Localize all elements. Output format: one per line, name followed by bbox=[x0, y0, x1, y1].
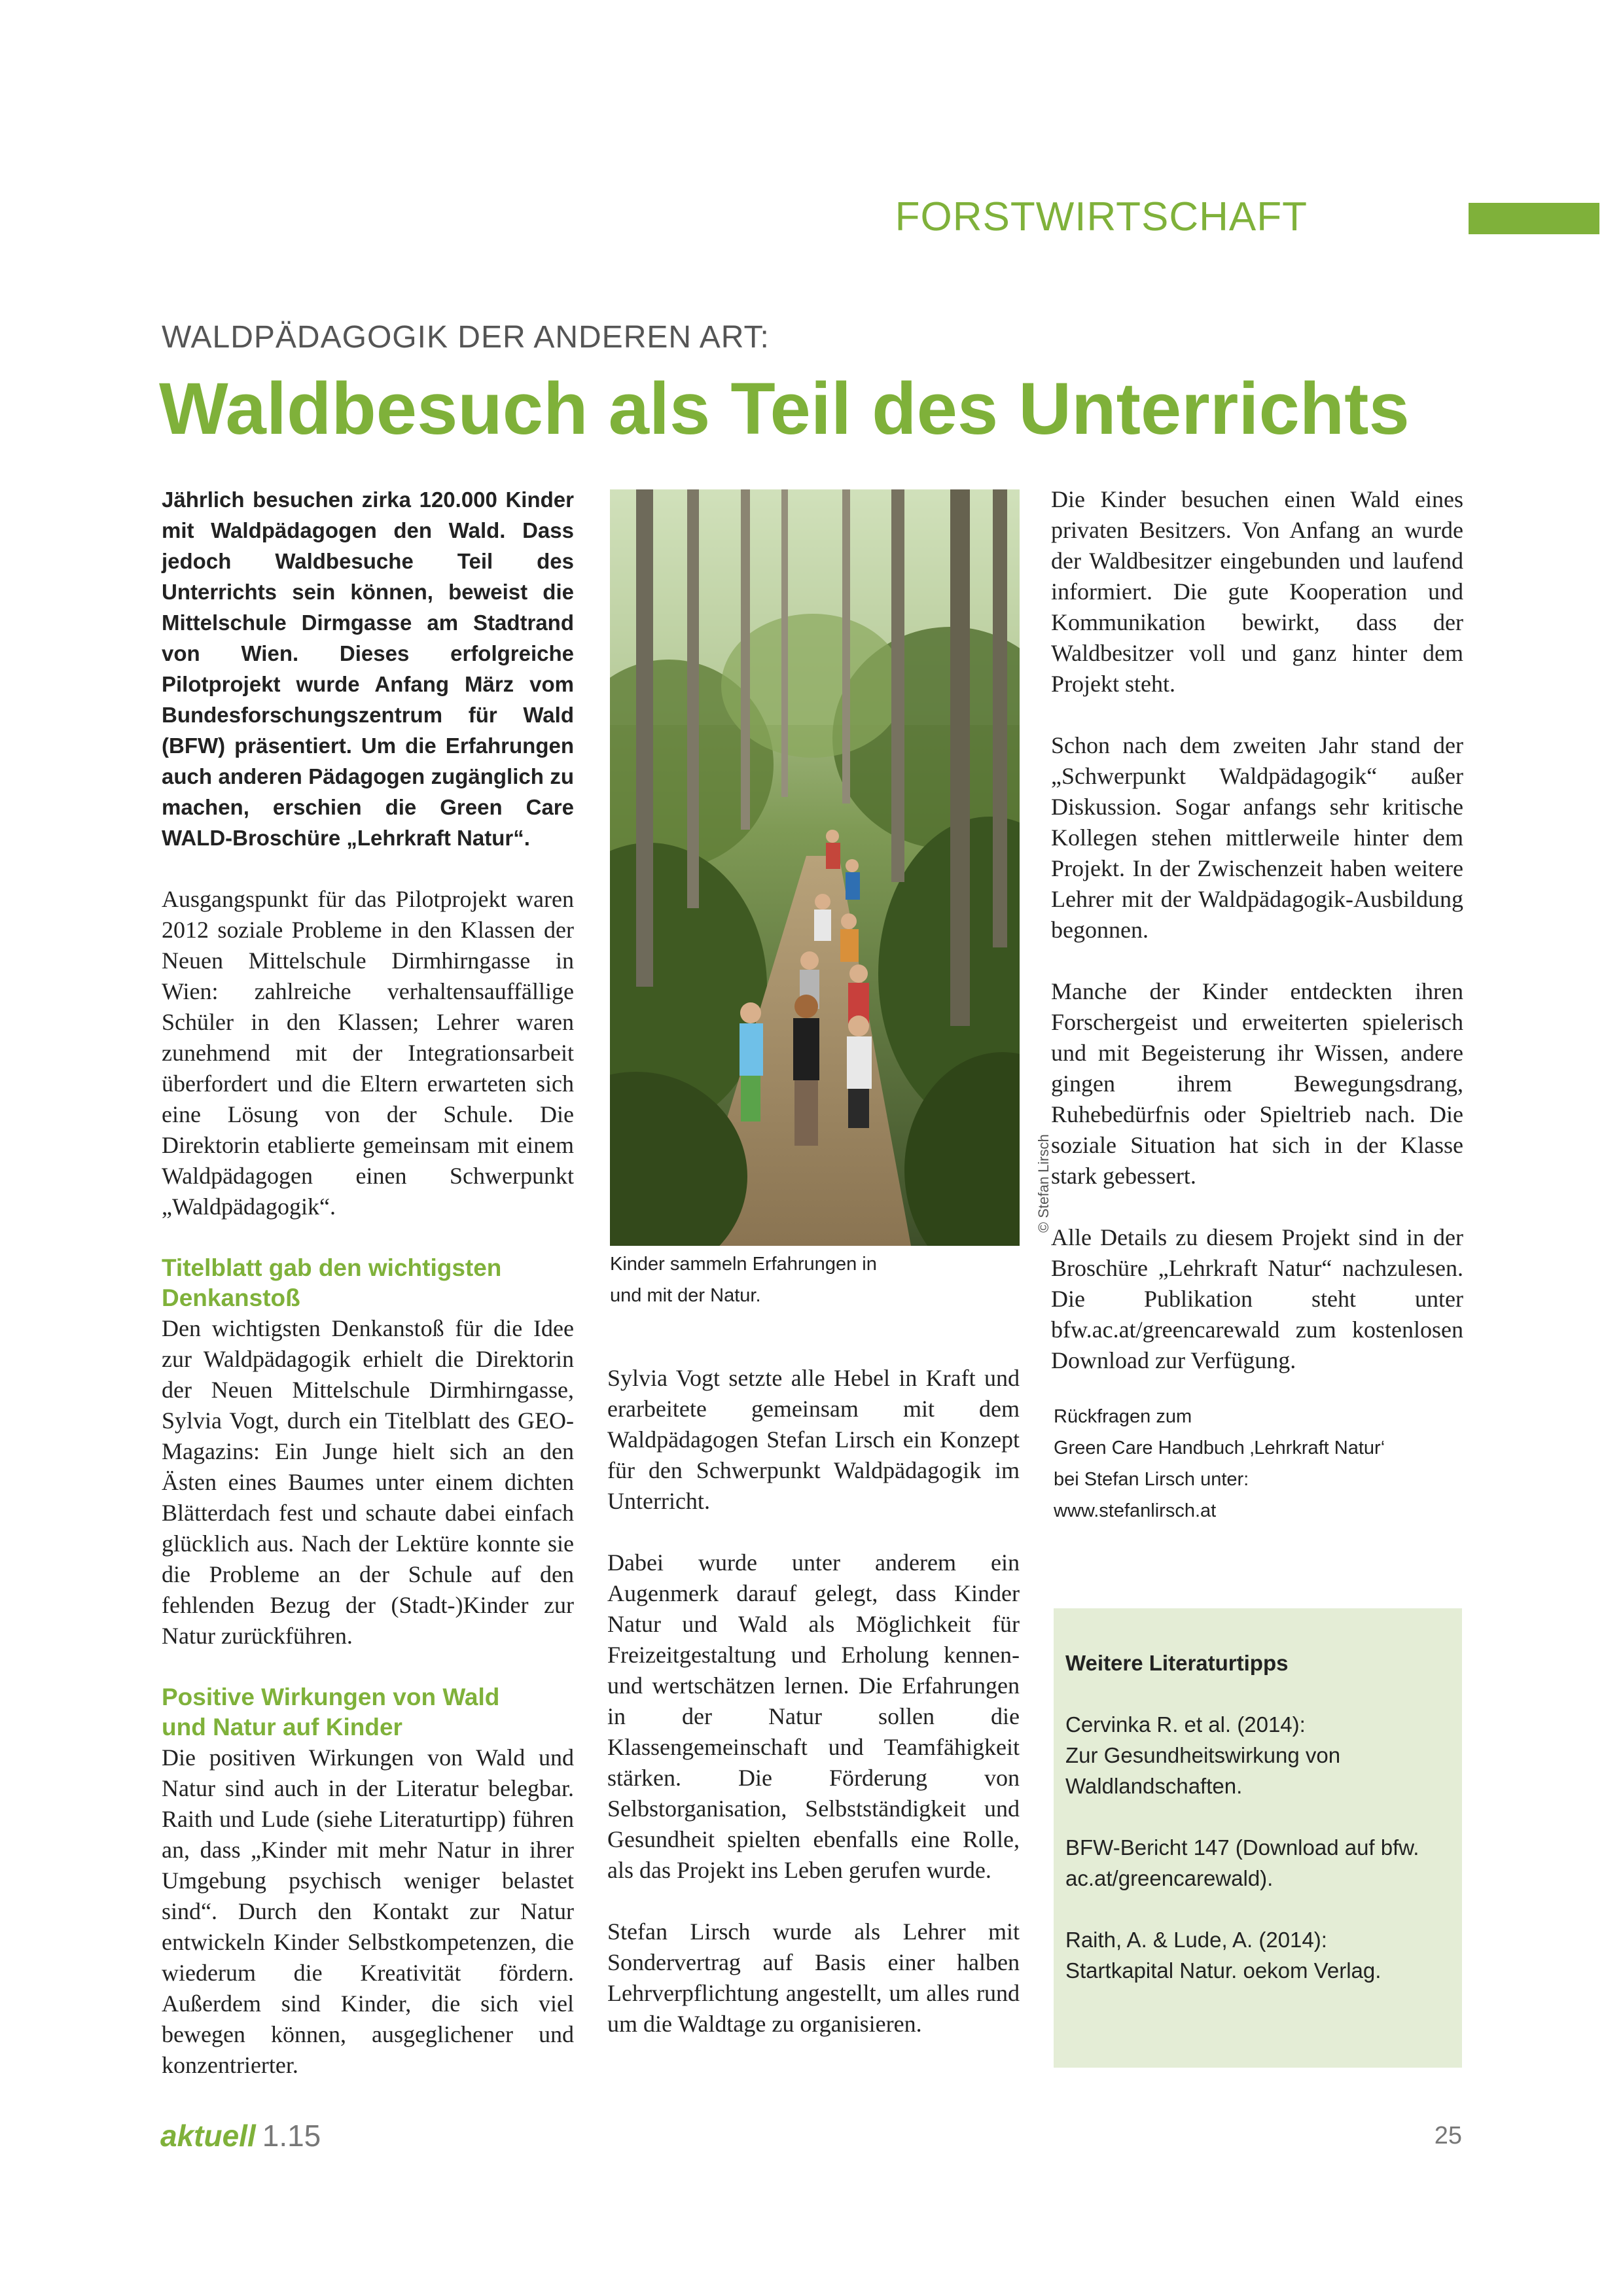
body-paragraph: Den wichtigsten Denkanstoß für die Idee zur Waldpädagogik erhielt die Direktorin der Neuen Mittelschule Dirmhirngasse, Sylvia Vogt, durch ein Titelblatt des GEO-Magazins: Ein Junge hielt sich an den Ästen eines Baumes unter einem dichten Blätterdach fest und schaute dabei einfach glücklich aus. Nach der Lektüre konnte sie die Probleme an der Schule auf den fehlenden Bezug der (Stadt-)Kinder zur Natur zurückführen. bbox=[162, 1315, 574, 1649]
forest-illustration bbox=[610, 489, 1020, 1246]
literature-line: ac.at/greencarewald). bbox=[1065, 1866, 1274, 1890]
photo-credit: © Stefan Lirsch bbox=[1035, 1134, 1052, 1233]
literature-line: Cervinka R. et al. (2014): bbox=[1065, 1712, 1306, 1737]
subheading-line: und Natur auf Kinder bbox=[162, 1714, 402, 1740]
subheading-line: Positive Wirkungen von Wald bbox=[162, 1684, 500, 1710]
literature-line: Zur Gesundheitswirkung von bbox=[1065, 1743, 1341, 1767]
body-paragraph: Ausgangspunkt für das Pilotprojekt waren 2012 soziale Probleme in den Klassen der Neuen Mittelschule Dirmhirngasse in Wien: zahlreiche verhaltensauffällige Schüler in den Klassen; Lehrer waren zunehmend mit der Integrationsarbeit überfordert und die Eltern erwarteten sich eine Lösung von der Schule. Die Direktorin etablierte gemeinsam mit einem Waldpädagogen einen Schwerpunkt „Waldpädagogik“. bbox=[162, 886, 574, 1220]
magazine-brand: aktuell bbox=[160, 2119, 256, 2153]
body-paragraph: Stefan Lirsch wurde als Lehrer mit Sondervertrag auf Basis einer halben Lehrverpflichtung angestellt, um alles rund um die Waldtage zu organisieren. bbox=[607, 1918, 1020, 2037]
tipbox-title: Weitere Literaturtipps bbox=[1065, 1651, 1289, 1675]
literature-line: Startkapital Natur. oekom Verlag. bbox=[1065, 1958, 1382, 1983]
contact-line: bei Stefan Lirsch unter: bbox=[1054, 1469, 1249, 1490]
column-3 bbox=[1051, 484, 1463, 1376]
body-paragraph: Die Kinder besuchen einen Wald eines privaten Besitzers. Von Anfang an wurde der Waldbesitzer eingebunden und laufend informiert. Die gute Kooperation und Kommunikation bewirkt, dass der Waldbesitzer voll und ganz hinter dem Projekt steht. bbox=[1051, 486, 1463, 697]
body-paragraph: Schon nach dem zweiten Jahr stand der „Schwerpunkt Waldpädagogik“ außer Diskussion. Sogar anfangs sehr kritische Kollegen stehen mittlerweile hinter dem Projekt. In der Zwischenzeit haben weitere Lehrer mit der Waldpädagogik-Ausbildung begonnen. bbox=[1051, 732, 1463, 943]
caption-line: und mit der Natur. bbox=[610, 1285, 761, 1306]
article-kicker: WALDPÄDAGOGIK DER ANDEREN ART: bbox=[162, 320, 770, 355]
literature-item bbox=[1065, 1832, 1453, 1894]
page-number: 25 bbox=[1434, 2122, 1462, 2149]
forest-photo bbox=[610, 489, 1020, 1246]
article-title: Waldbesuch als Teil des Unterrichts bbox=[159, 368, 1410, 450]
contact-line: Green Care Handbuch ‚Lehrkraft Natur‘ bbox=[1054, 1438, 1385, 1458]
contact-line: Rückfragen zum bbox=[1054, 1406, 1192, 1427]
subheading-line: Denkanstoß bbox=[162, 1284, 300, 1311]
contact-link[interactable]: www.stefanlirsch.at bbox=[1054, 1500, 1217, 1521]
literature-line: Waldlandschaften. bbox=[1065, 1774, 1243, 1798]
body-paragraph: Dabei wurde unter anderem ein Augenmerk darauf gelegt, dass Kinder Natur und Wald als Möglichkeit für Freizeitgestaltung und Erholung kennen- und wertschätzen lernen. Die Erfahrungen in der Natur sollen die Klassengemeinschaft und Teamfähigkeit stärken. Die Förderung von Selbstorganisation, Selbstständigkeit und Gesundheit spielten ebenfalls eine Rolle, als das Projekt ins Leben gerufen wurde. bbox=[607, 1549, 1020, 1883]
subheading bbox=[162, 1253, 574, 1313]
section-label: FORSTWIRTSCHAFT bbox=[895, 194, 1308, 239]
column-2 bbox=[607, 1363, 1020, 2040]
subheading-line: Titelblatt gab den wichtigsten bbox=[162, 1254, 502, 1281]
subheading bbox=[162, 1682, 574, 1742]
literature-item bbox=[1065, 1709, 1453, 1801]
body-paragraph: Manche der Kinder entdeckten ihren Forschergeist und erweiterten spielerisch und mit Begeisterung ihr Wissen, andere gingen ihrem Bewegungsdrang, Ruhebedürfnis oder Spieltrieb nach. Die soziale Situation hat sich in der Klasse stark gebessert. bbox=[1051, 978, 1463, 1189]
contact-info bbox=[1054, 1401, 1472, 1527]
body-paragraph: Die positiven Wirkungen von Wald und Natur sind auch in der Literatur belegbar. Raith und Lude (siehe Literaturtipp) führen an, dass „Kinder mit mehr Natur in ihrer Umgebung psychisch weniger belastet sind“. Durch den Kontakt zur Natur entwickeln Kinder Selbstkompetenzen, die wiederum die Kreativität fördern. Außerdem sind Kinder, die sich viel bewegen können, ausgeglichener und konzentrierter. bbox=[162, 1744, 574, 2078]
body-paragraph: Sylvia Vogt setzte alle Hebel in Kraft und erarbeitete gemeinsam mit dem Waldpädagogen Stefan Lirsch ein Konzept für den Schwerpunkt Waldpädagogik im Unterricht. bbox=[607, 1365, 1020, 1514]
caption-line: Kinder sammeln Erfahrungen in bbox=[610, 1254, 877, 1275]
lead-paragraph: Jährlich besuchen zirka 120.000 Kinder mit Waldpädagogen den Wald. Dass jedoch Waldbesuche Teil des Unterrichts sein können, beweist die Mittelschule Dirmgasse am Stadtrand von Wien. Dieses erfolgreiche Pilotprojekt wurde Anfang März vom Bundesforschungszentrum für Wald (BFW) präsentiert. Um die Erfahrungen auch anderen Pädagogen zugänglich zu machen, erschien die Green Care WALD-Broschüre „Lehrkraft Natur“. bbox=[162, 487, 574, 850]
column-1 bbox=[162, 484, 574, 2081]
body-paragraph: Alle Details zu diesem Projekt sind in der Broschüre „Lehrkraft Natur“ nachzulesen. Die Publikation steht unter bfw.ac.at/greencarewald zum kostenlosen Download zur Verfügung. bbox=[1051, 1224, 1463, 1373]
footer-brand bbox=[160, 2116, 321, 2155]
photo-caption bbox=[610, 1248, 1020, 1311]
issue-number: 1.15 bbox=[262, 2119, 321, 2153]
literature-line: Raith, A. & Lude, A. (2014): bbox=[1065, 1928, 1327, 1952]
literature-tips-box bbox=[1054, 1608, 1462, 2068]
literature-item bbox=[1065, 1924, 1453, 1986]
literature-line: BFW-Bericht 147 (Download auf bfw. bbox=[1065, 1835, 1419, 1860]
section-color-bar bbox=[1469, 203, 1599, 234]
